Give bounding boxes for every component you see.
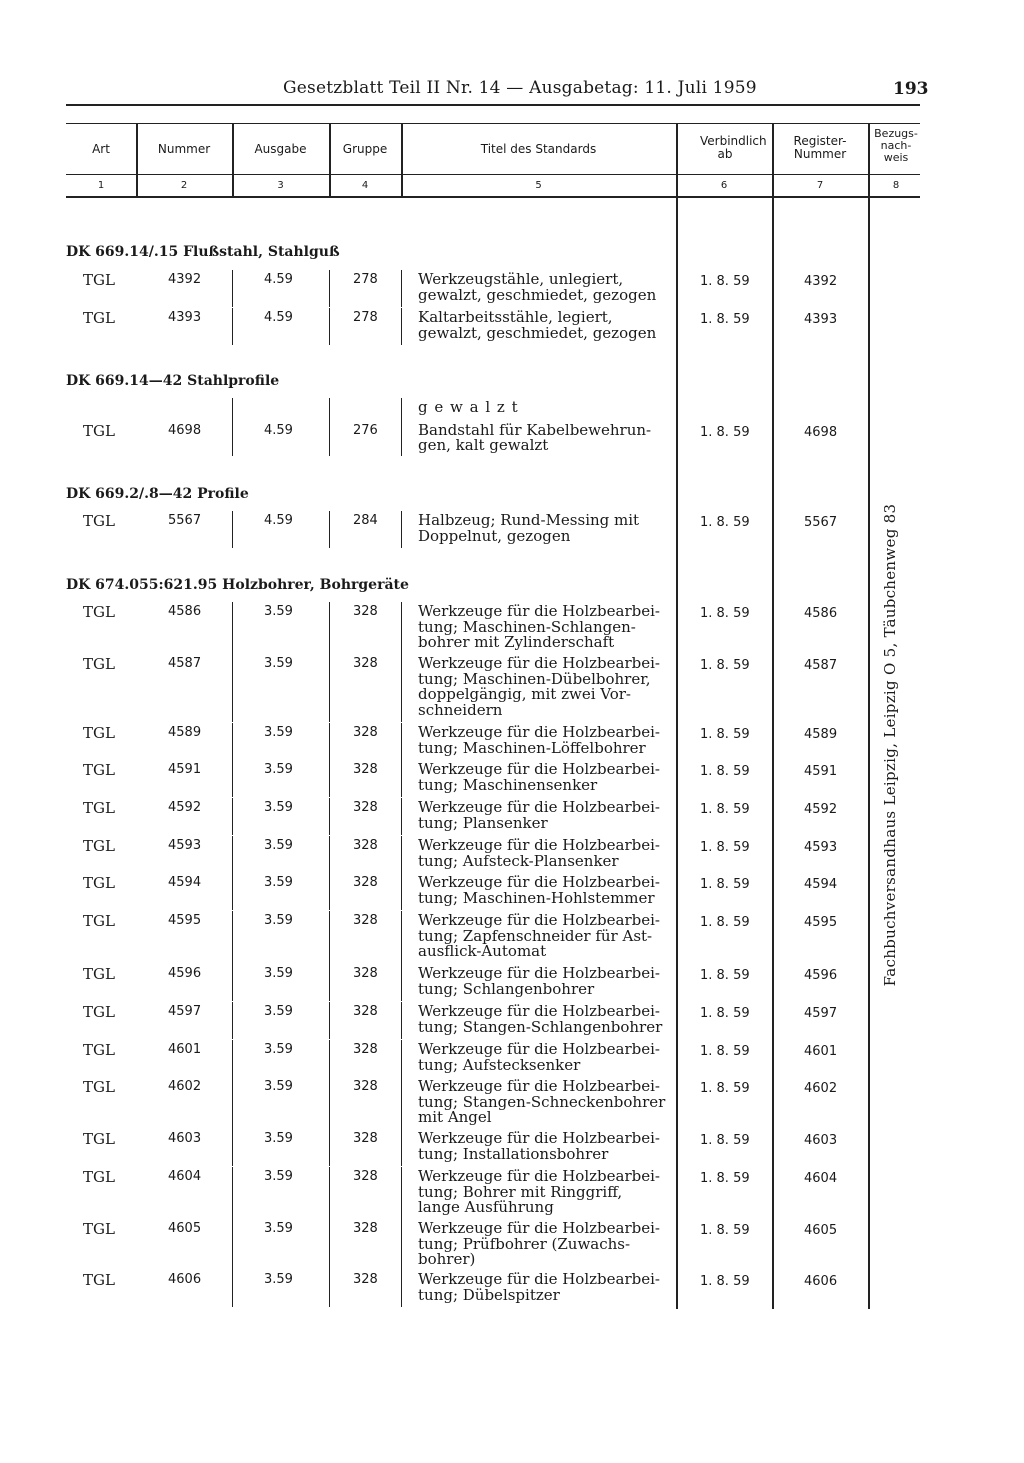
cell-gruppe: 284 (353, 513, 378, 528)
cell-verbindlich: 1. 8. 59 (700, 915, 750, 930)
cell-register: 4591 (804, 764, 838, 779)
cell-nummer: 4592 (168, 800, 202, 815)
cell-ausgabe: 3.59 (264, 913, 293, 928)
titel-line: g e w a l z t (418, 398, 519, 416)
cell-gruppe: 328 (353, 800, 378, 815)
row-col-sep (232, 654, 233, 722)
cell-verbindlich: 1. 8. 59 (700, 1044, 750, 1059)
cell-nummer: 4586 (168, 604, 202, 619)
cell-art: TGL (83, 761, 115, 779)
row-col-sep (232, 836, 233, 873)
row-col-sep (329, 873, 330, 910)
row-col-sep (329, 836, 330, 873)
titel-line: bohrer mit Zylinderschaft (418, 633, 615, 651)
titel-line: tung; Zapfenschneider für Ast- (418, 926, 653, 945)
cell-ausgabe: 3.59 (264, 1079, 293, 1094)
colnum-2: 2 (180, 180, 188, 191)
cell-titel (418, 913, 663, 960)
cell-nummer: 4594 (168, 875, 202, 890)
row-col-sep (401, 723, 402, 760)
titel-line: Werkzeuge für die Holzbearbei- (418, 964, 660, 982)
cell-verbindlich: 1. 8. 59 (700, 274, 750, 289)
cell-ausgabe: 3.59 (264, 1131, 293, 1146)
row-col-sep (232, 1002, 233, 1039)
row-col-sep (401, 964, 402, 1001)
row-col-sep (401, 270, 402, 307)
cell-titel (418, 513, 663, 544)
cell-titel (418, 875, 663, 906)
cell-gruppe: 328 (353, 1221, 378, 1236)
row-col-sep (329, 398, 330, 456)
cell-nummer: 4602 (168, 1079, 202, 1094)
cell-ausgabe: 3.59 (264, 1042, 293, 1057)
cell-verbindlich: 1. 8. 59 (700, 1171, 750, 1186)
row-col-sep (232, 1270, 233, 1307)
row-col-sep (329, 760, 330, 797)
cell-register: 4586 (804, 606, 838, 621)
row-col-sep (329, 1219, 330, 1272)
cell-titel (418, 1004, 663, 1035)
titel-line: Werkzeuge für die Holzbearbei- (418, 911, 660, 929)
page-header-title: Gesetzblatt Teil II Nr. 14 — Ausgabetag: 11. Juli 1959 (283, 78, 757, 98)
row-col-sep (329, 911, 330, 964)
titel-line: gewalzt, geschmiedet, gezogen (418, 285, 657, 304)
cell-register: 4393 (804, 312, 838, 327)
colnum-6: 6 (720, 180, 728, 191)
cell-ausgabe: 3.59 (264, 800, 293, 815)
cell-register: 4698 (804, 425, 838, 440)
cell-register: 4595 (804, 915, 838, 930)
section-heading: DK 669.14/.15 Flußstahl, Stahlguß (66, 244, 340, 260)
row-col-sep (401, 836, 402, 873)
titel-line: Halbzeug; Rund-Messing mit (418, 511, 640, 529)
row-col-sep (401, 760, 402, 797)
row-col-sep (329, 308, 330, 345)
row-col-sep (401, 798, 402, 835)
cell-gruppe: 328 (353, 838, 378, 853)
colhead-register: Register-Nummer (793, 134, 847, 161)
cell-register: 4597 (804, 1006, 838, 1021)
cell-verbindlich: 1. 8. 59 (700, 425, 750, 440)
titel-line: tung; Prüfbohrer (Zuwachs- (418, 1234, 631, 1253)
row-col-sep (401, 308, 402, 345)
row-col-sep (401, 398, 402, 456)
titel-line: Werkzeuge für die Holzbearbei- (418, 654, 660, 672)
cell-register: 4603 (804, 1133, 838, 1148)
page-number: 193 (893, 79, 929, 99)
cell-art: TGL (83, 799, 115, 817)
row-col-sep (401, 1270, 402, 1307)
cell-register: 4606 (804, 1274, 838, 1289)
titel-line: gen, kalt gewalzt (418, 436, 549, 454)
cell-nummer: 4591 (168, 762, 202, 777)
cell-gruppe: 328 (353, 1169, 378, 1184)
cell-nummer: 4606 (168, 1272, 202, 1287)
row-col-sep (232, 1129, 233, 1166)
row-col-sep (329, 798, 330, 835)
cell-verbindlich: 1. 8. 59 (700, 606, 750, 621)
cell-art: TGL (83, 1220, 115, 1238)
row-col-sep (329, 511, 330, 548)
header-rule (66, 104, 920, 106)
cell-ausgabe: 4.59 (264, 513, 293, 528)
cell-gruppe: 328 (353, 1131, 378, 1146)
cell-art: TGL (83, 874, 115, 892)
cell-register: 4589 (804, 727, 838, 742)
row-col-sep (329, 602, 330, 655)
colnum-5: 5 (535, 180, 542, 191)
cell-art: TGL (83, 1271, 115, 1289)
titel-line: tung; Dübelspitzer (418, 1285, 560, 1304)
cell-art: TGL (83, 422, 115, 440)
table-number-rule (66, 196, 920, 198)
cell-ausgabe: 4.59 (264, 272, 293, 287)
colhead-art: Art (92, 142, 110, 156)
cell-verbindlich: 1. 8. 59 (700, 840, 750, 855)
cell-art: TGL (83, 309, 115, 327)
row-col-sep (401, 1129, 402, 1166)
cell-verbindlich: 1. 8. 59 (700, 312, 750, 327)
colhead-ausgabe: Ausgabe (254, 142, 307, 156)
cell-gruppe: 328 (353, 1042, 378, 1057)
cell-titel (418, 1042, 663, 1073)
row-col-sep (401, 602, 402, 655)
row-col-sep (401, 1167, 402, 1220)
row-col-sep (329, 723, 330, 760)
cell-gruppe: 276 (353, 423, 378, 438)
cell-verbindlich: 1. 8. 59 (700, 1133, 750, 1148)
titel-line: tung; Installationsbohrer (418, 1144, 609, 1163)
titel-line: tung; Bohrer mit Ringgriff, (418, 1182, 623, 1201)
titel-line: tung; Maschinen-Schlangen- (418, 617, 636, 636)
row-col-sep (232, 1219, 233, 1272)
cell-titel (418, 966, 663, 997)
cell-ausgabe: 3.59 (264, 1221, 293, 1236)
cell-art: TGL (83, 965, 115, 983)
cell-nummer: 4595 (168, 913, 202, 928)
titel-line: Werkzeuge für die Holzbearbei- (418, 1219, 660, 1237)
cell-nummer: 4605 (168, 1221, 202, 1236)
cell-register: 4592 (804, 802, 838, 817)
titel-line: tung; Plansenker (418, 813, 548, 832)
colnum-4: 4 (361, 180, 369, 191)
row-col-sep (232, 270, 233, 307)
cell-nummer: 4601 (168, 1042, 202, 1057)
colnum-3: 3 (277, 180, 284, 191)
row-col-sep (329, 654, 330, 722)
row-col-sep (232, 798, 233, 835)
cell-titel (418, 656, 663, 718)
row-col-sep (401, 1077, 402, 1130)
titel-line: tung; Maschinen-Löffelbohrer (418, 738, 646, 757)
row-col-sep (401, 1219, 402, 1272)
cell-register: 4601 (804, 1044, 838, 1059)
row-col-sep (329, 1040, 330, 1077)
titel-line: tung; Aufsteck-Plansenker (418, 851, 619, 870)
table-top-rule (66, 123, 920, 124)
section-heading: DK 674.055:621.95 Holzbohrer, Bohrgeräte (66, 577, 409, 593)
cell-nummer: 4596 (168, 966, 202, 981)
titel-line: lange Ausführung (418, 1198, 554, 1216)
colhead-gruppe: Gruppe (342, 142, 388, 156)
cell-register: 4605 (804, 1223, 838, 1238)
cell-verbindlich: 1. 8. 59 (700, 1006, 750, 1021)
col-sep-long (868, 124, 870, 1309)
row-col-sep (232, 398, 233, 456)
cell-nummer: 4604 (168, 1169, 202, 1184)
cell-art: TGL (83, 512, 115, 530)
table-header-rule (66, 174, 920, 175)
cell-register: 4594 (804, 877, 838, 892)
titel-line: Werkzeuge für die Holzbearbei- (418, 1002, 660, 1020)
cell-ausgabe: 3.59 (264, 762, 293, 777)
cell-titel (418, 1077, 666, 1126)
col-sep-long (772, 124, 774, 1309)
cell-gruppe: 328 (353, 762, 378, 777)
colnum-8: 8 (892, 180, 900, 191)
row-col-sep (401, 511, 402, 548)
cell-titel (418, 838, 663, 869)
cell-nummer: 5567 (168, 513, 202, 528)
colnum-7: 7 (816, 180, 824, 191)
colhead-verbindlich: Verbindlich ab (700, 134, 767, 161)
titel-line: tung; Maschinensenker (418, 775, 598, 794)
cell-titel (418, 1131, 663, 1162)
cell-titel (418, 604, 663, 651)
cell-register: 4596 (804, 968, 838, 983)
titel-line: ausflick-Automat (418, 942, 547, 960)
cell-ausgabe: 3.59 (264, 725, 293, 740)
cell-nummer: 4587 (168, 656, 202, 671)
cell-nummer: 4698 (168, 423, 202, 438)
cell-gruppe: 328 (353, 1004, 378, 1019)
row-col-sep (232, 1077, 233, 1130)
cell-titel (418, 1169, 663, 1216)
titel-line: tung; Aufstecksenker (418, 1055, 581, 1074)
cell-gruppe: 278 (353, 272, 378, 287)
cell-verbindlich: 1. 8. 59 (700, 877, 750, 892)
cell-gruppe: 328 (353, 966, 378, 981)
cell-verbindlich: 1. 8. 59 (700, 802, 750, 817)
cell-verbindlich: 1. 8. 59 (700, 968, 750, 983)
colhead-nummer: Nummer (157, 142, 211, 156)
row-col-sep (329, 1077, 330, 1130)
cell-titel (418, 310, 663, 341)
row-col-sep (401, 654, 402, 722)
row-col-sep (329, 1129, 330, 1166)
titel-line: tung; Stangen-Schlangenbohrer (418, 1017, 663, 1036)
cell-gruppe: 328 (353, 1272, 378, 1287)
row-col-sep (232, 511, 233, 548)
titel-line: Werkzeugstähle, unlegiert, (418, 270, 624, 288)
titel-line: Werkzeuge für die Holzbearbei- (418, 836, 660, 854)
cell-titel (418, 400, 663, 454)
colhead-bezug: Bezugs-nach-weis (874, 127, 918, 164)
cell-art: TGL (83, 724, 115, 742)
titel-line: Werkzeuge für die Holzbearbei- (418, 602, 660, 620)
cell-titel (418, 725, 663, 756)
cell-titel (418, 1272, 663, 1303)
cell-titel (418, 272, 663, 303)
cell-nummer: 4597 (168, 1004, 202, 1019)
cell-art: TGL (83, 1003, 115, 1021)
cell-register: 4604 (804, 1171, 838, 1186)
row-col-sep (232, 308, 233, 345)
row-col-sep (232, 964, 233, 1001)
row-col-sep (401, 1040, 402, 1077)
cell-verbindlich: 1. 8. 59 (700, 1081, 750, 1096)
titel-line: tung; Stangen-Schneckenbohrer (418, 1092, 666, 1111)
cell-ausgabe: 3.59 (264, 1272, 293, 1287)
cell-art: TGL (83, 837, 115, 855)
row-col-sep (232, 723, 233, 760)
cell-nummer: 4392 (168, 272, 202, 287)
titel-line: tung; Schlangenbohrer (418, 979, 595, 998)
titel-line: Werkzeuge für die Holzbearbei- (418, 1077, 660, 1095)
cell-nummer: 4603 (168, 1131, 202, 1146)
titel-line: Doppelnut, gezogen (418, 526, 571, 545)
cell-titel (418, 762, 663, 793)
cell-verbindlich: 1. 8. 59 (700, 1223, 750, 1238)
cell-gruppe: 328 (353, 604, 378, 619)
cell-verbindlich: 1. 8. 59 (700, 764, 750, 779)
titel-line: Werkzeuge für die Holzbearbei- (418, 1270, 660, 1288)
cell-ausgabe: 3.59 (264, 838, 293, 853)
cell-titel (418, 800, 663, 831)
titel-line: Werkzeuge für die Holzbearbei- (418, 1040, 660, 1058)
titel-line: Werkzeuge für die Holzbearbei- (418, 798, 660, 816)
cell-verbindlich: 1. 8. 59 (700, 515, 750, 530)
col-sep-long (676, 124, 678, 1309)
row-col-sep (329, 1270, 330, 1307)
cell-verbindlich: 1. 8. 59 (700, 727, 750, 742)
row-col-sep (232, 911, 233, 964)
cell-verbindlich: 1. 8. 59 (700, 658, 750, 673)
titel-line: Bandstahl für Kabelbewehrun- (418, 420, 652, 439)
cell-gruppe: 328 (353, 1079, 378, 1094)
cell-gruppe: 328 (353, 725, 378, 740)
cell-gruppe: 328 (353, 656, 378, 671)
row-col-sep (232, 1167, 233, 1220)
row-col-sep (232, 602, 233, 655)
cell-art: TGL (83, 1168, 115, 1186)
titel-line: Werkzeuge für die Holzbearbei- (418, 1167, 660, 1185)
titel-line: bohrer) (418, 1250, 476, 1268)
cell-ausgabe: 4.59 (264, 310, 293, 325)
cell-art: TGL (83, 912, 115, 930)
cell-ausgabe: 3.59 (264, 966, 293, 981)
row-col-sep (232, 1040, 233, 1077)
cell-gruppe: 328 (353, 875, 378, 890)
titel-line: Kaltarbeitsstähle, legiert, (418, 308, 613, 326)
row-col-sep (232, 873, 233, 910)
cell-verbindlich: 1. 8. 59 (700, 1274, 750, 1289)
cell-nummer: 4589 (168, 725, 202, 740)
row-col-sep (401, 1002, 402, 1039)
row-col-sep (329, 1002, 330, 1039)
cell-art: TGL (83, 655, 115, 673)
titel-line: mit Angel (418, 1108, 492, 1126)
cell-ausgabe: 3.59 (264, 1004, 293, 1019)
colnum-1: 1 (97, 180, 105, 191)
cell-art: TGL (83, 1078, 115, 1096)
colhead-titel: Titel des Standards (480, 142, 597, 156)
row-col-sep (232, 760, 233, 797)
cell-ausgabe: 4.59 (264, 423, 293, 438)
cell-register: 4593 (804, 840, 838, 855)
cell-register: 5567 (804, 515, 838, 530)
titel-line: gewalzt, geschmiedet, gezogen (418, 323, 657, 342)
titel-line: Werkzeuge für die Holzbearbei- (418, 760, 660, 778)
titel-line: tung; Maschinen-Dübelbohrer, (418, 669, 651, 688)
row-col-sep (329, 1167, 330, 1220)
cell-nummer: 4593 (168, 838, 202, 853)
cell-art: TGL (83, 1041, 115, 1059)
cell-art: TGL (83, 271, 115, 289)
titel-line: Werkzeuge für die Holzbearbei- (418, 873, 660, 891)
section-heading: DK 669.14—42 Stahlprofile (66, 373, 280, 389)
cell-register: 4587 (804, 658, 838, 673)
titel-line: doppelgängig, mit zwei Vor- (418, 685, 631, 703)
cell-ausgabe: 3.59 (264, 656, 293, 671)
row-col-sep (329, 964, 330, 1001)
side-imprint-text: Fachbuchversandhaus Leipzig, Leipzig O 5, Täubchenweg 83 (881, 503, 899, 987)
cell-ausgabe: 3.59 (264, 1169, 293, 1184)
cell-art: TGL (83, 1130, 115, 1148)
row-col-sep (329, 270, 330, 307)
titel-line: Werkzeuge für die Holzbearbei- (418, 1129, 660, 1147)
section-heading: DK 669.2/.8—42 Profile (66, 486, 249, 502)
titel-line: schneidern (418, 700, 503, 719)
cell-register: 4602 (804, 1081, 838, 1096)
titel-line: tung; Maschinen-Hohlstemmer (418, 888, 655, 907)
cell-ausgabe: 3.59 (264, 875, 293, 890)
cell-register: 4392 (804, 274, 838, 289)
cell-art: TGL (83, 603, 115, 621)
cell-gruppe: 278 (353, 310, 378, 325)
side-imprint (880, 503, 900, 987)
titel-line: Werkzeuge für die Holzbearbei- (418, 723, 660, 741)
cell-titel (418, 1221, 663, 1268)
cell-ausgabe: 3.59 (264, 604, 293, 619)
row-col-sep (401, 911, 402, 964)
cell-nummer: 4393 (168, 310, 202, 325)
cell-gruppe: 328 (353, 913, 378, 928)
row-col-sep (401, 873, 402, 910)
